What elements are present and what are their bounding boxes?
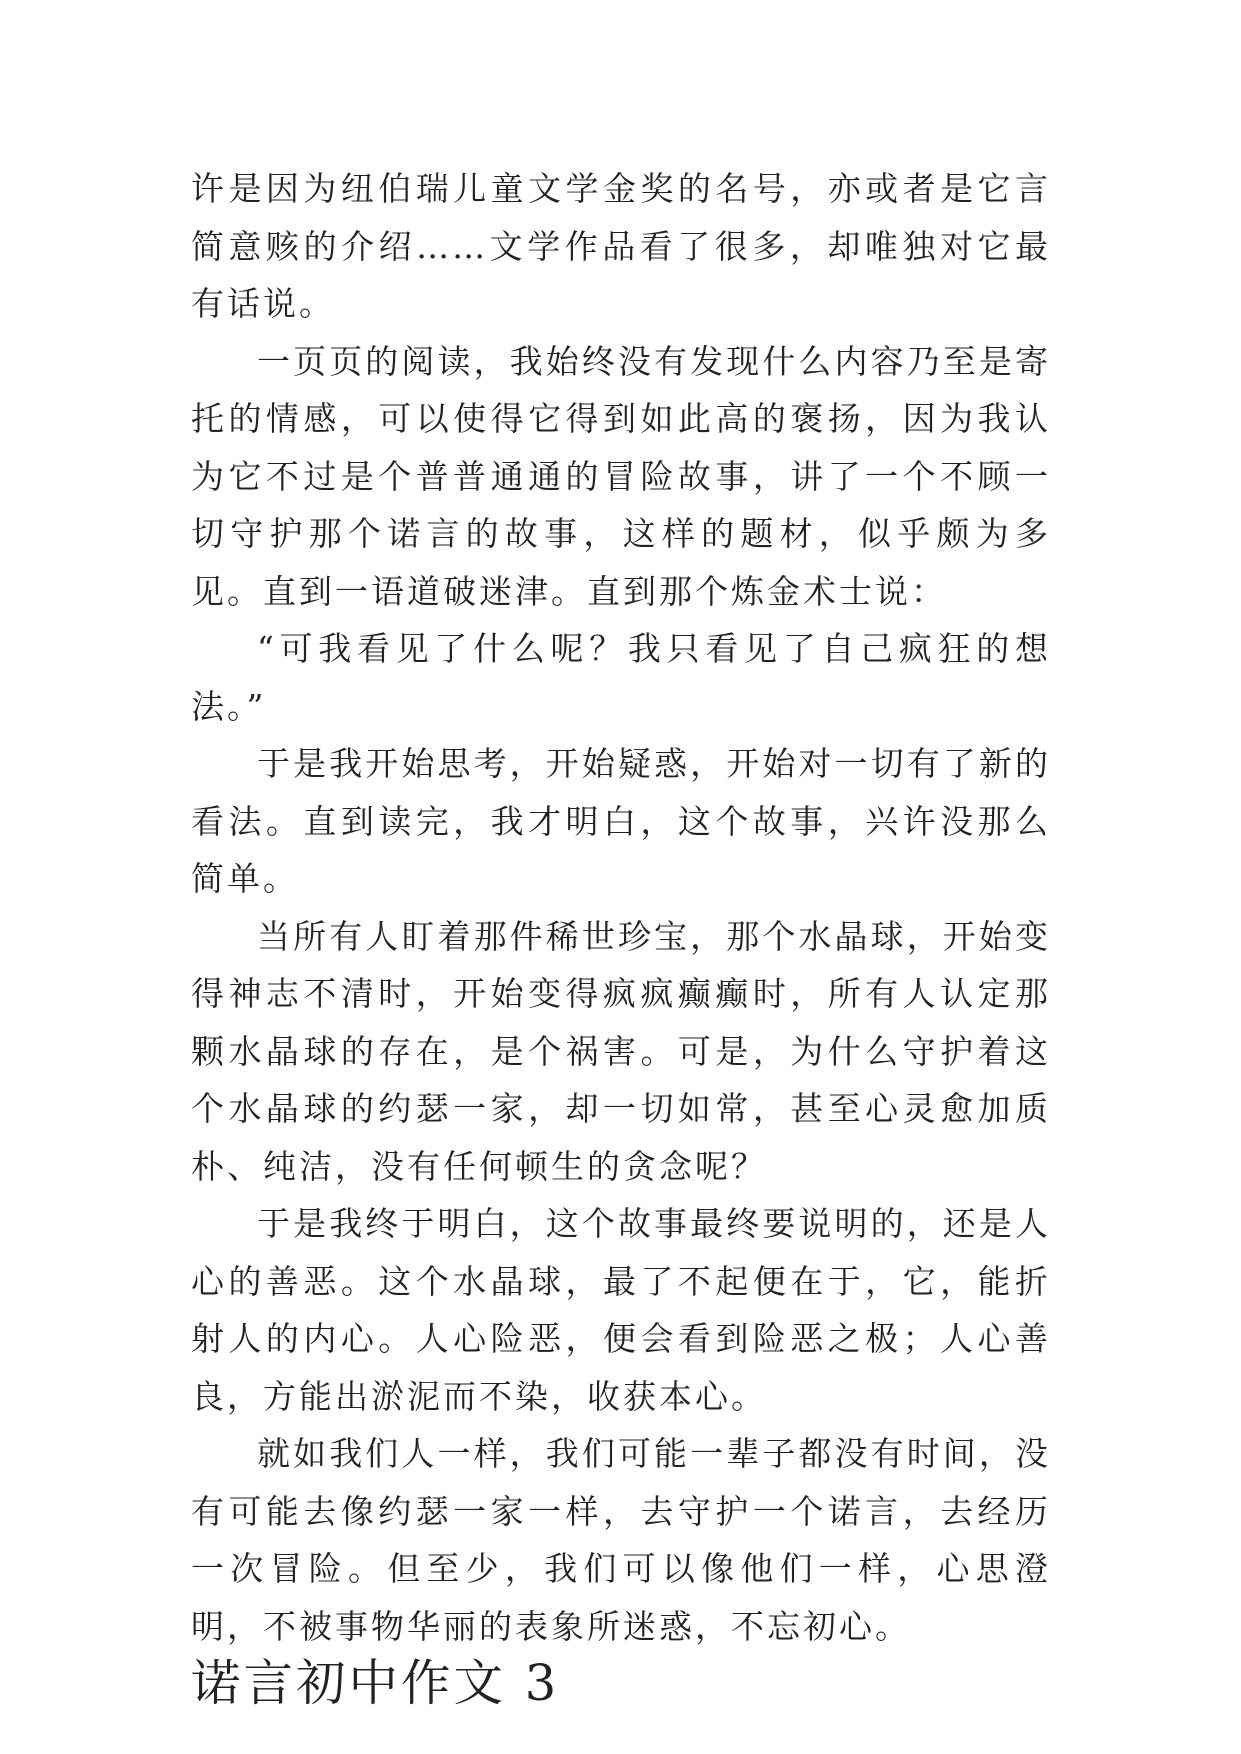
paragraph: 于是我开始思考，开始疑惑，开始对一切有了新的看法。直到读完，我才明白，这个故事，兴许没那么简单。 xyxy=(191,744,1051,898)
paragraph: 当所有人盯着那件稀世珍宝，那个水晶球，开始变得神志不清时，开始变得疯疯癫癫时，所有人认定那颗水晶球的存在，是个祸害。可是，为什么守护着这个水晶球的约瑟一家，却一切如常，甚至心灵愈加质朴、纯洁，没有任何顿生的贪念呢？ xyxy=(191,916,1051,1186)
paragraph: 就如我们人一样，我们可能一辈子都没有时间，没有可能去像约瑟一家一样，去守护一个诺言，去经历一次冒险。但至少，我们可以像他们一样，心思澄明，不被事物华丽的表象所迷惑，不忘初心。 xyxy=(191,1434,1051,1646)
paragraph-quote: “可我看见了什么呢？我只看见了自己疯狂的想法。” xyxy=(191,629,1051,726)
paragraph: 于是我终于明白，这个故事最终要说明的，还是人心的善恶。这个水晶球，最了不起便在于，它，能折射人的内心。人心险恶，便会看到险恶之极；人心善良，方能出淤泥而不染，收获本心。 xyxy=(191,1204,1051,1416)
paragraph: 一页页的阅读，我始终没有发现什么内容乃至是寄托的情感，可以使得它得到如此高的褒扬，因为我认为它不过是个普普通通的冒险故事，讲了一个不顾一切守护那个诺言的故事，这样的题材，似乎颇为多见。直到一语道破迷津。直到那个炼金术士说： xyxy=(191,341,1051,611)
document-body xyxy=(191,160,1051,1713)
paragraph: 许是因为纽伯瑞儿童文学金奖的名号，亦或者是它言简意赅的介绍……文学作品看了很多，却唯独对它最有话说。 xyxy=(191,169,1051,323)
section-heading: 诺言初中作文 3 xyxy=(191,1654,560,1712)
